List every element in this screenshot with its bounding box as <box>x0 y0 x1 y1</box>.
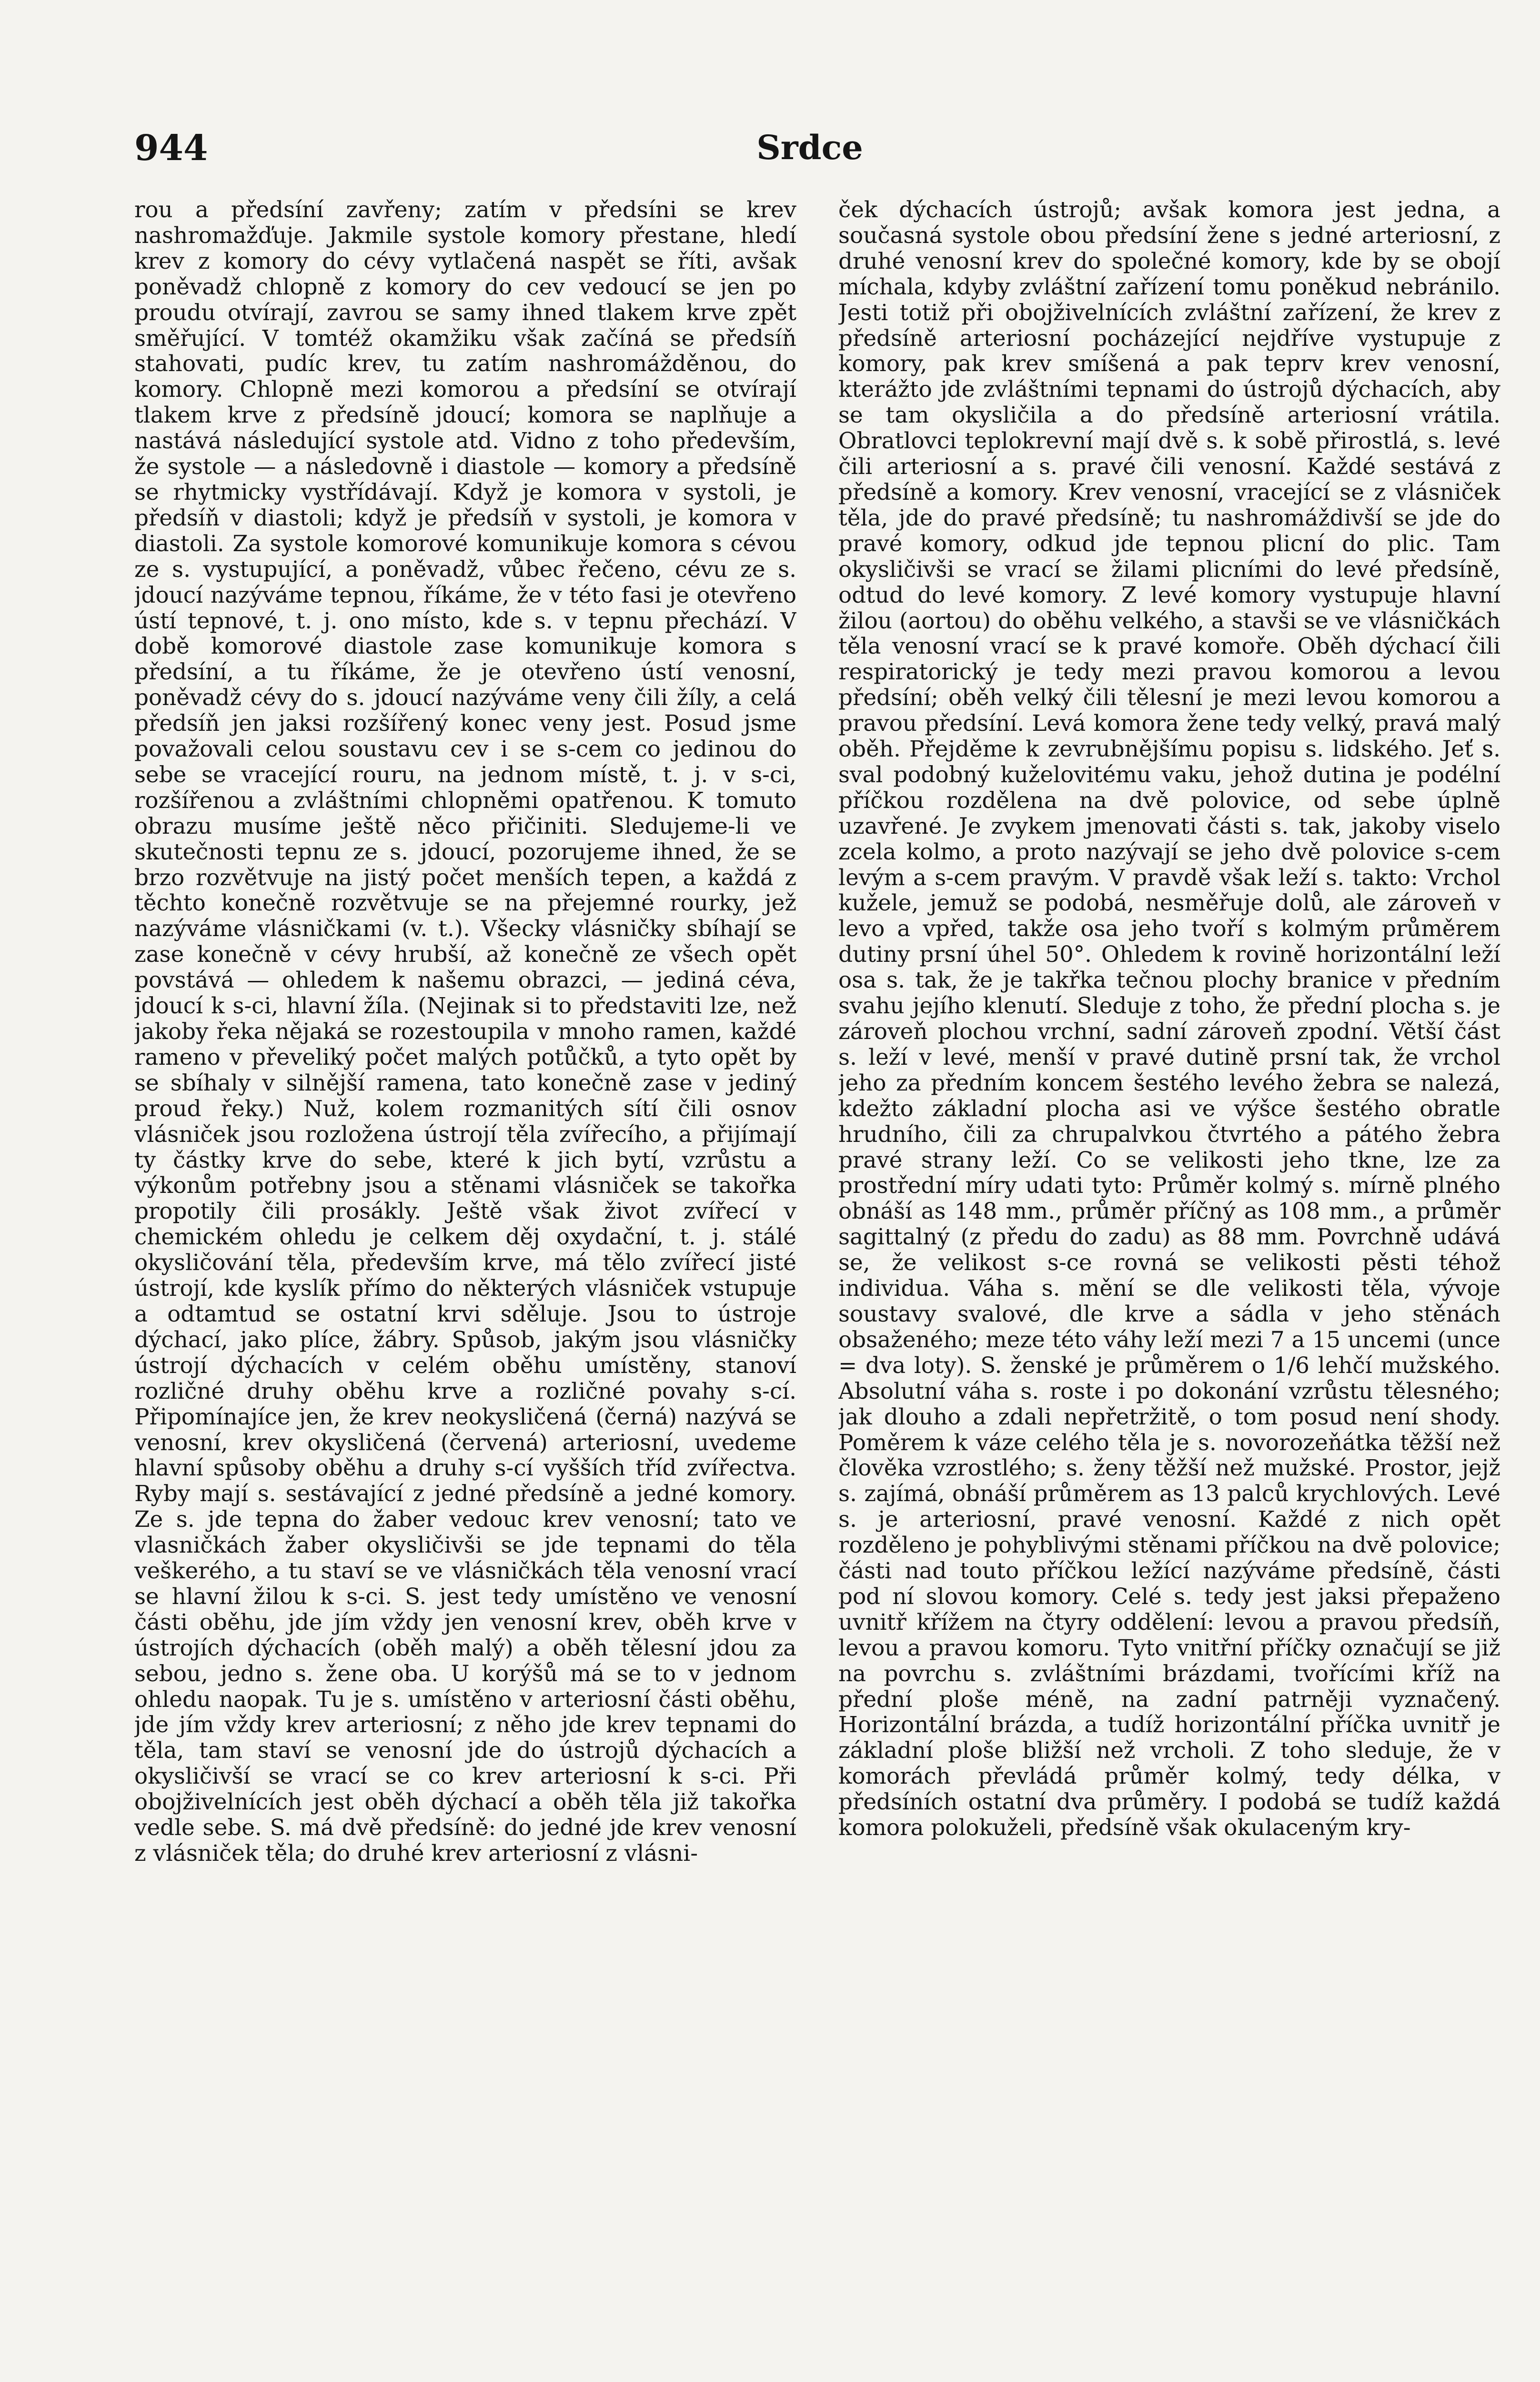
page-header <box>0 0 1540 200</box>
text-column-right <box>838 198 1500 2370</box>
body-paragraph: ček dýchacích ústrojů; avšak komora jest jedna, a současná systole obou předsíní žene s jedné arteriosní, z druhé venosní krev do společné komory, kde by se obojí míchala, kdyby zvláštní zařízení tomu poněkud nebránilo. Jesti totiž při obojživelnících zvláštní zařízení, že krev z předsíně arteriosní pocházející nejdříve vystupuje z komory, pak krev smíšená a pak teprv krev venosní, kterážto jde zvláštními tepnami do ústrojů dýchacích, aby se tam okysličila a do předsíně arteriosní vrátila. Obratlovci teplokrevní mají dvě s. k sobě přirostlá, s. levé čili arteriosní a s. pravé čili venosní. Každé sestává z předsíně a komory. Krev venosní, vracející se z vlásniček těla, jde do pravé předsíně; tu nashromáždivší se jde do pravé komory, odkud jde tepnou plicní do plic. Tam okysličivši se vrací se žilami plicními do levé předsíně, odtud do levé komory. Z levé komory vystupuje hlavní žilou (aortou) do oběhu velkého, a stavši se ve vlásničkách těla venosní vrací se k pravé komoře. Oběh dýchací čili respiratorický je tedy mezi pravou komorou a levou předsíní; oběh velký čili tělesní je mezi levou komorou a pravou předsíní. Levá komora žene tedy velký, pravá malý oběh. Přejděme k zevrubnějšímu popisu s. lidského. Jeť s. sval podobný kuželovitému vaku, jehož dutina je podélní příčkou rozdělena na dvě polovice, od sebe úplně uzavřené. Je zvykem jmenovati části s. tak, jakoby viselo zcela kolmo, a proto nazývají se jeho dvě polovice s-cem levým a s-cem pravým. V pravdě však leží s. takto: Vrchol kužele, jemuž se podobá, nesměřuje dolů, ale zároveň v levo a vpřed, takže osa jeho tvoří s kolmým průměrem dutiny prsní úhel 50°. Ohledem k rovině horizontální leží osa s. tak, že je takřka tečnou plochy branice v předním svahu jejího klenutí. Sleduje z toho, že přední plocha s. je zároveň plochou vrchní, sadní zároveň zpodní. Větší část s. leží v levé, menší v pravé dutině prsní tak, že vrchol jeho za předním koncem šestého levého žebra se nalezá, kdežto základní plocha asi ve výšce šestého obratle hrudního, čili za chrupalvkou čtvrtého a pátého žebra pravé strany leží. Co se velikosti jeho tkne, lze za prostřední míry udati tyto: Průměr kolmý s. mírně plného obnáší as 148 mm., průměr příčný as 108 mm., a průměr sagittalný (z předu do zadu) as 88 mm. Povrchně udává se, že velikost s-ce rovná se velikosti pěsti téhož individua. Váha s. mění se dle velikosti těla, vývoje soustavy svalové, dle krve a sádla v jeho stěnách obsaženého; meze této váhy leží mezi 7 a 15 uncemi (unce = dva loty). S. ženské je průměrem o 1/6 lehčí mužského. Absolutní váha s. roste i po dokonání vzrůstu tělesného; jak dlouho a zdali nepřetržitě, o tom posud není shody. Poměrem k váze celého těla je s. novorozeňátka těžší než člověka vzrostlého; s. ženy těžší než mužské. Prostor, jejž s. zajímá, obnáší průměrem as 13 palců krychlových. Levé s. je arteriosní, pravé venosní. Každé z nich opět rozděleno je pohyblivými stěnami příčkou na dvě polovice; části nad touto příčkou ležící nazýváme předsíně, části pod ní slovou komory. Celé s. tedy jest jaksi přepaženo uvnitř křížem na čtyry oddělení: levou a pravou předsíň, levou a pravou komoru. Tyto vnitřní příčky označují se již na povrchu s. zvláštními brázdami, tvořícími kříž na přední ploše méně, na zadní patrněji vyznačený. Horizontální brázda, a tudíž horizontální příčka uvnitř je základní ploše bližší než vrcholi. Z toho sleduje, že v komorách převládá průměr kolmý, tedy délka, v předsíních ostatní dva průměry. I podobá se tudíž každá komora polokuželi, předsíně však okulaceným kry- <box>838 198 1500 1841</box>
page-number: 944 <box>134 128 208 169</box>
body-paragraph: rou a předsíní zavřeny; zatím v předsíni se krev nashromažďuje. Jakmile systole komory přestane, hledí krev z komory do cévy vytlačená naspět se říti, avšak poněvadž chlopně z komory do cev vedoucí se jen po proudu otvírají, zavrou se samy ihned tlakem krve zpět směřující. V tomtéž okamžiku však začíná se předsíň stahovati, pudíc krev, tu zatím nashromážděnou, do komory. Chlopně mezi komorou a předsíní se otvírají tlakem krve z předsíně jdoucí; komora se naplňuje a nastává následující systole atd. Vidno z toho především, že systole — a následovně i diastole — komory a předsíně se rhytmicky vystřídávají. Když je komora v systoli, je předsíň v diastoli; když je předsíň v systoli, je komora v diastoli. Za systole komorové komunikuje komora s cévou ze s. vystupující, a poněvadž, vůbec řečeno, cévu ze s. jdoucí nazýváme tepnou, říkáme, že v této fasi je otevřeno ústí tepnové, t. j. ono místo, kde s. v tepnu přechází. V době komorové diastole zase komunikuje komora s předsíní, a tu říkáme, že je otevřeno ústí venosní, poněvadž cévy do s. jdoucí nazýváme veny čili žíly, a celá předsíň jen jaksi rozšířený konec veny jest. Posud jsme považovali celou soustavu cev i se s-cem co jedinou do sebe se vracející rouru, na jednom místě, t. j. v s-ci, rozšířenou a zvláštními chlopněmi opatřenou. K tomuto obrazu musíme ještě něco přičiniti. Sledujeme-li ve skutečnosti tepnu ze s. jdoucí, pozorujeme ihned, že se brzo rozvětvuje na jistý počet menších tepen, a každá z těchto konečně rozvětvuje se na přejemné rourky, jež nazýváme vlásničkami (v. t.). Všecky vlásničky sbíhají se zase konečně v cévy hrubší, až konečně ze všech opět povstává — ohledem k našemu obrazci, — jediná céva, jdoucí k s-ci, hlavní žíla. (Nejinak si to představiti lze, než jakoby řeka nějaká se rozestoupila v mnoho ramen, každé rameno v převeliký počet malých potůčků, a tyto opět by se sbíhaly v silnější ramena, tato konečně zase v jediný proud řeky.) Nuž, kolem rozmanitých sítí čili osnov vlásniček jsou rozložena ústrojí těla zvířecího, a přijímají ty částky krve do sebe, které k jich bytí, vzrůstu a výkonům potřebny jsou a stěnami vlásniček se takořka propotily čili prosákly. Ještě však život zvířecí v chemickém ohledu je celkem děj oxydační, t. j. stálé okysličování těla, především krve, má tělo zvířecí jisté ústrojí, kde kyslík přímo do některých vlásniček vstupuje a odtamtud se ostatní krvi sděluje. Jsou to ústroje dýchací, jako plíce, žábry. Spůsob, jakým jsou vlásničky ústrojí dýchacích v celém oběhu umístěny, stanoví rozličné druhy oběhu krve a rozličné povahy s-cí. Připomínajíce jen, že krev neokysličená (černá) nazývá se venosní, krev okysličená (červená) arteriosní, uvedeme hlavní spůsoby oběhu a druhy s-cí vyšších tříd zvířectva. Ryby mají s. sestávající z jedné předsíně a jedné komory. Ze s. jde tepna do žaber vedouc krev venosní; tato ve vlasničkách žaber okysličivši se jde tepnami do těla veškerého, a tu staví se ve vlásničkách těla venosní vrací se hlavní žilou k s-ci. S. jest tedy umístěno ve venosní části oběhu, jde jím vždy jen venosní krev, oběh krve v ústrojích dýchacích (oběh malý) a oběh tělesní jdou za sebou, jedno s. žene oba. U korýšů má se to v jednom ohledu naopak. Tu je s. umístěno v arteriosní části oběhu, jde jím vždy krev arteriosní; z něho jde krev tepnami do těla, tam staví se venosní jde do ústrojů dýchacích a okysličivší se vrací se co krev arteriosní k s-ci. Při obojživelnících jest oběh dýchací a oběh těla již takořka vedle sebe. S. má dvě předsíně: do jedné jde krev venosní z vlásniček těla; do druhé krev arteriosní z vlásni- <box>134 198 796 1867</box>
running-head-title: Srdce <box>756 128 863 167</box>
text-column-left <box>134 198 796 2370</box>
